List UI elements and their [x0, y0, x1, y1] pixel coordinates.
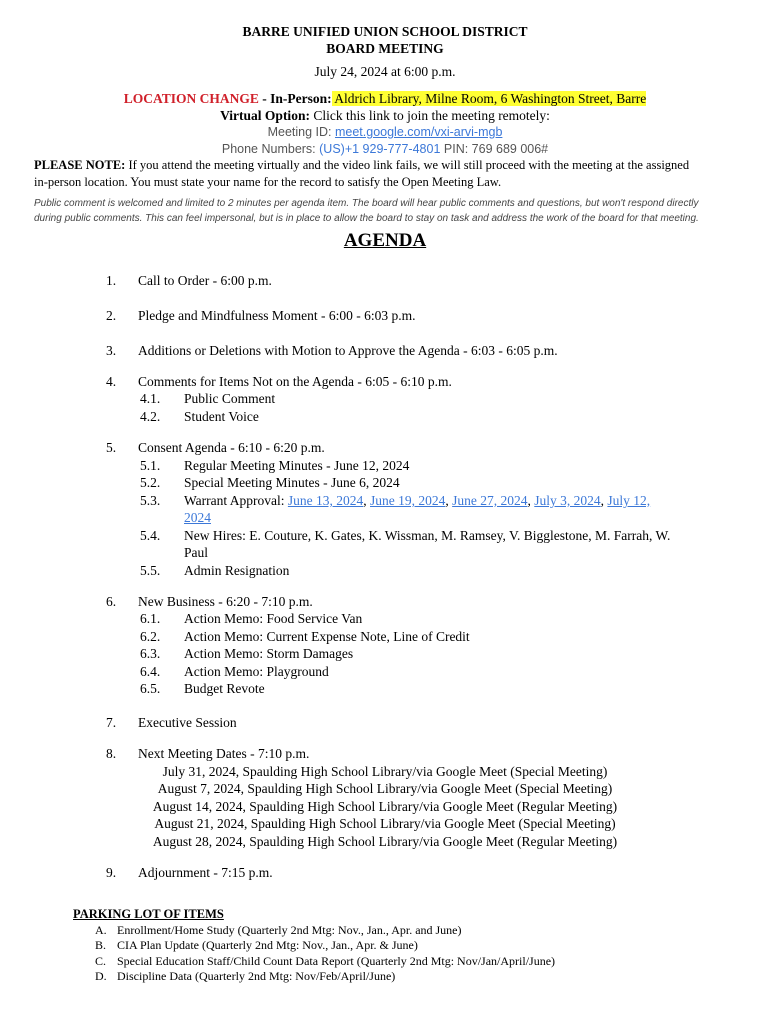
item-number: 7.: [106, 715, 117, 730]
public-comment-note: [34, 197, 744, 226]
subitem-text: Admin Resignation: [184, 563, 290, 578]
parking-item-text: Special Education Staff/Child Count Data Report (Quarterly 2nd Mtg: Nov/Jan/April/June): [117, 954, 556, 968]
warrant-link-july-3[interactable]: July 3, 2024: [534, 493, 601, 508]
subitem-text: New Hires: E. Couture, K. Gates, K. Wissman, M. Ramsey, V. Bigglestone, M. Farrah, W.: [184, 528, 671, 543]
subitem-number: 6.4.: [140, 664, 161, 679]
public-comment-line2: during public comments. This can feel impersonal, but is in place to allow the board to stay on task and address the work of the board for that meeting.: [34, 212, 699, 224]
warrant-link-june-19[interactable]: June 19, 2024: [370, 493, 446, 508]
next-meeting-date: August 7, 2024, Spaulding High School Library/via Google Meet (Special Meeting): [157, 781, 613, 796]
virtual-line: [0, 107, 770, 124]
item-number: 9.: [106, 865, 117, 880]
phone-number-link[interactable]: (US)+1 929-777-4801: [319, 142, 441, 156]
item-number: 6.: [106, 594, 117, 609]
separator: ,: [363, 493, 371, 508]
subitem-text: Action Memo: Storm Damages: [184, 646, 354, 661]
please-note-line1: If you attend the meeting virtually and the video link fails, we will still proceed with the meeting at the assigned: [125, 158, 690, 172]
subitem-text: Action Memo: Playground: [184, 664, 329, 679]
item-number: 8.: [106, 746, 117, 761]
meeting-id-label: Meeting ID:: [267, 125, 335, 139]
subitem-text: Student Voice: [184, 409, 259, 424]
next-meeting-date: August 21, 2024, Spaulding High School Library/via Google Meet (Special Meeting): [154, 816, 616, 831]
item-text: Additions or Deletions with Motion to Approve the Agenda - 6:03 - 6:05 p.m.: [138, 343, 558, 358]
subitem-number: 6.5.: [140, 681, 161, 696]
location-change-label: LOCATION CHANGE: [123, 91, 259, 106]
subitem-text: Budget Revote: [184, 681, 265, 696]
item-text: Pledge and Mindfulness Moment - 6:00 - 6:03 p.m.: [138, 308, 416, 323]
item-number: 3.: [106, 343, 117, 358]
item-text: Executive Session: [138, 715, 237, 730]
in-person-label: In-Person:: [270, 91, 332, 106]
location-line: [0, 90, 770, 107]
subitem-number: 5.2.: [140, 475, 161, 490]
please-note-line2: in-person location. You must state your name for the record to satisfy the Open Meeting Law.: [34, 175, 502, 189]
parking-item-text: Discipline Data (Quarterly 2nd Mtg: Nov/Feb/April/June): [117, 969, 396, 983]
separator: ,: [527, 493, 535, 508]
phone-pin: PIN: 769 689 006#: [440, 142, 549, 156]
parking-item-letter: C.: [95, 954, 107, 968]
in-person-address: Aldrich Library, Milne Room, 6 Washington Street, Barre: [331, 91, 647, 106]
parking-lot-title: PARKING LOT OF ITEMS: [73, 907, 224, 921]
subitem-number: 4.1.: [140, 391, 161, 406]
separator: ,: [600, 493, 608, 508]
item-text: Consent Agenda - 6:10 - 6:20 p.m.: [138, 440, 325, 455]
subitem-text: Action Memo: Food Service Van: [184, 611, 363, 626]
virtual-text: Click this link to join the meeting remotely:: [309, 108, 550, 123]
subitem-number: 4.2.: [140, 409, 161, 424]
item-text: Adjournment - 7:15 p.m.: [138, 865, 273, 880]
subitem-number: 5.4.: [140, 528, 161, 543]
parking-item-text: Enrollment/Home Study (Quarterly 2nd Mtg: Nov., Jan., Apr. and June): [117, 923, 462, 937]
warrant-link-july-12-cont[interactable]: 2024: [184, 510, 211, 525]
subitem-text-cont: Paul: [184, 545, 209, 560]
virtual-label: Virtual Option:: [220, 108, 310, 123]
public-comment-line1: Public comment is welcomed and limited to 2 minutes per agenda item. The board will hear public comments and questions, but won't respond directly: [34, 198, 699, 209]
agenda-title: AGENDA: [343, 230, 427, 251]
warrant-approval-line: [184, 492, 650, 510]
item-number: 2.: [106, 308, 117, 323]
warrant-link-june-27[interactable]: June 27, 2024: [452, 493, 528, 508]
meeting-id-link[interactable]: meet.google.com/vxi-arvi-mgb: [334, 125, 503, 139]
phone-label: Phone Numbers:: [221, 142, 320, 156]
parking-item-text: CIA Plan Update (Quarterly 2nd Mtg: Nov., Jan., Apr. & June): [117, 938, 418, 952]
subitem-text: Regular Meeting Minutes - June 12, 2024: [184, 458, 410, 473]
meeting-id-line: [0, 124, 770, 141]
next-meeting-date: July 31, 2024, Spaulding High School Library/via Google Meet (Special Meeting): [162, 764, 608, 779]
parking-item-letter: D.: [95, 969, 107, 983]
next-meeting-date: August 28, 2024, Spaulding High School Library/via Google Meet (Regular Meeting): [152, 834, 618, 849]
item-text: New Business - 6:20 - 7:10 p.m.: [138, 594, 313, 609]
meeting-date: July 24, 2024 at 6:00 p.m.: [314, 64, 456, 79]
subitem-text: Warrant Approval:: [184, 493, 288, 508]
parking-item-letter: B.: [95, 938, 107, 952]
district-title: BARRE UNIFIED UNION SCHOOL DISTRICT: [242, 24, 528, 39]
subitem-number: 6.3.: [140, 646, 161, 661]
item-number: 4.: [106, 374, 117, 389]
please-note-label: PLEASE NOTE:: [34, 158, 126, 172]
item-text: Next Meeting Dates - 7:10 p.m.: [138, 746, 310, 761]
subitem-text: Action Memo: Current Expense Note, Line of Credit: [184, 629, 470, 644]
parking-item-letter: A.: [95, 923, 107, 937]
subitem-number: 5.1.: [140, 458, 161, 473]
subitem-number: 5.5.: [140, 563, 161, 578]
item-number: 5.: [106, 440, 117, 455]
item-number: 1.: [106, 273, 117, 288]
in-person-sep: -: [258, 91, 271, 106]
warrant-link-june-13[interactable]: June 13, 2024: [287, 493, 364, 508]
subitem-number: 5.3.: [140, 493, 161, 508]
item-text: Call to Order - 6:00 p.m.: [138, 273, 272, 288]
phone-line: [0, 141, 770, 158]
subitem-text: Public Comment: [184, 391, 276, 406]
subitem-number: 6.2.: [140, 629, 161, 644]
subitem-text: Special Meeting Minutes - June 6, 2024: [184, 475, 400, 490]
item-text: Comments for Items Not on the Agenda - 6:05 - 6:10 p.m.: [138, 374, 452, 389]
please-note: [34, 157, 724, 191]
subitem-number: 6.1.: [140, 611, 161, 626]
next-meeting-date: August 14, 2024, Spaulding High School Library/via Google Meet (Regular Meeting): [152, 799, 618, 814]
meeting-title: BOARD MEETING: [326, 41, 444, 56]
warrant-link-july-12[interactable]: July 12,: [607, 493, 651, 508]
separator: ,: [445, 493, 453, 508]
